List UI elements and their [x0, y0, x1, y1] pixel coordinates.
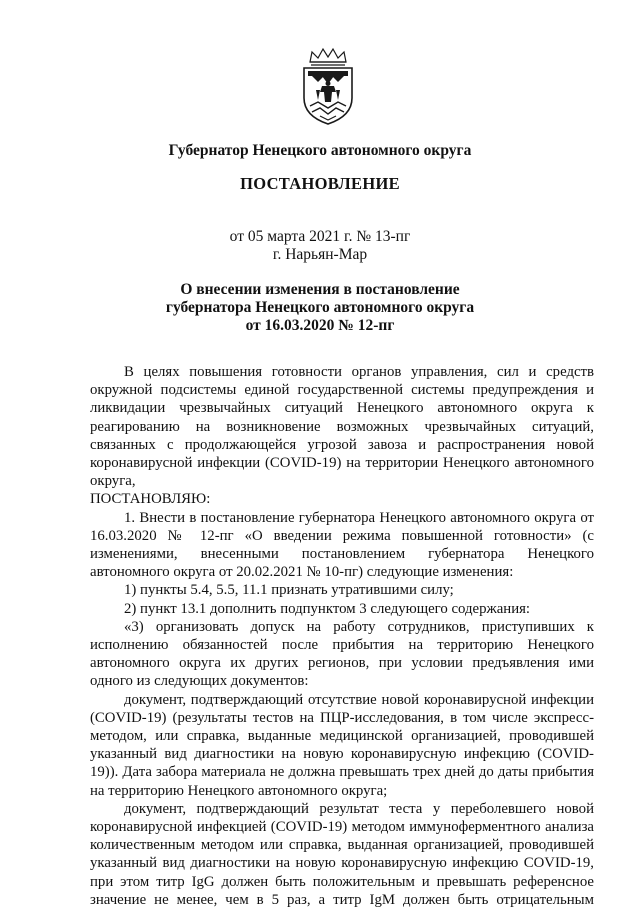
city: г. Нарьян-Мар [272, 246, 368, 263]
document-requirement-2: документ, подтверждающий результат теста у переболевшего новой коронавирусной инфекцией (COVID-19) методом иммуноферментного анализа количественным методом или справка, выданная организацией, проводившей указанный вид диагностики на новую коронавирусную инфекцию COVID-19, при этом титр IgG должен быть положительным и превышать референсное значение не менее, чем в 5 раз, а титр IgM должен быть отрицательным [90, 800, 594, 908]
preamble-paragraph: В целях повышения готовности органов управления, сил и средств окружной подсистемы единой государственной системы предупреждения и ликвидации чрезвычайных ситуаций Ненецкого автономного округа к реагированию на возникновение возможных чрезвычайных ситуаций, связанных с продолжающейся угрозой завоза и распространения новой коронавирусной инфекции (COVID-19) на территории Ненецкого автономного округа, [90, 364, 594, 490]
subitem-1-paragraph: 1) пункты 5.4, 5.5, 11.1 признать утратившими силу; [124, 582, 454, 599]
date-and-number: от 05 марта 2021 г. № 13-пг [229, 228, 411, 245]
subject-line-1: О внесении изменения в постановление [180, 281, 460, 298]
document-type-heading: ПОСТАНОВЛЕНИЕ [240, 174, 400, 193]
subject-line-2: губернатора Ненецкого автономного округа [165, 299, 475, 316]
document-body [90, 363, 594, 909]
coat-of-arms-icon [298, 46, 358, 128]
subject-line-3: от 16.03.2020 № 12-пг [245, 317, 395, 334]
governor-title: Губернатор Ненецкого автономного округа [168, 142, 472, 159]
item-1-paragraph: 1. Внести в постановление губернатора Ненецкого автономного округа от 16.03.2020 № 12-пг «О введении режима повышенной готовности» (с изменениями, внесенными постановлением губернатора Ненецкого автономного округа от 20.02.2021 № 10-пг) следующие изменения: [90, 509, 594, 581]
subpoint-3-paragraph: «3) организовать допуск на работу сотрудников, приступивших к исполнению обязанностей после прибытия на территорию Ненецкого автономного округа их других регионов, при условии предъявления ими одного из следующих документов: [90, 618, 594, 690]
resolve-word: ПОСТАНОВЛЯЮ: [90, 491, 211, 508]
subitem-2-paragraph: 2) пункт 13.1 дополнить подпунктом 3 следующего содержания: [124, 600, 531, 617]
document-requirement-1: документ, подтверждающий отсутствие новой коронавирусной инфекции (COVID-19) (результаты тестов на ПЦР-исследования, в том числе экспресс-методом, или справка, выданные медицинской организацией, проводившей указанный вид диагностики на новую коронавирусную инфекцию (COVID-19)). Дата забора материала не должна превышать трех дней до даты прибытия на территорию Ненецкого автономного округа; [90, 691, 594, 799]
